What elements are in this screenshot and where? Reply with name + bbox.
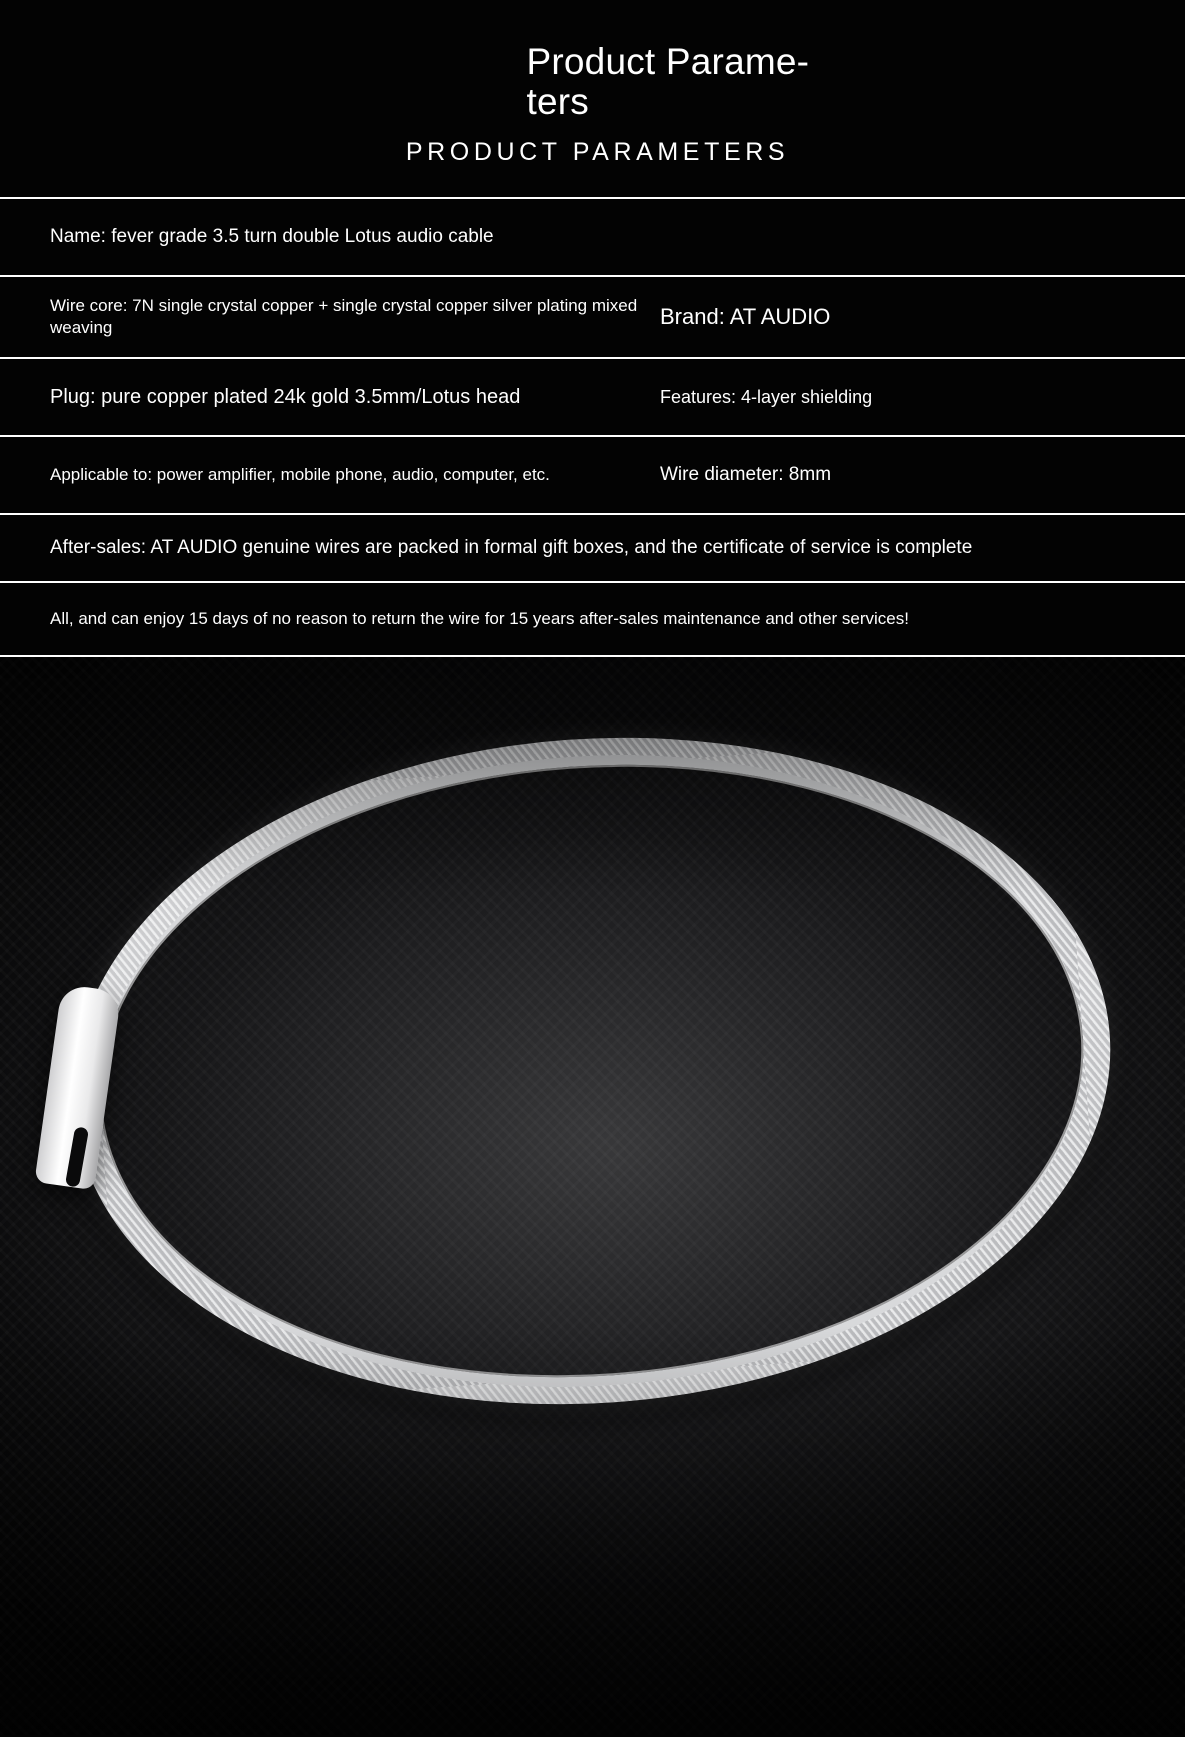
spec-plug-value: Plug: pure copper plated 24k gold 3.5mm/Lotus head — [50, 385, 521, 408]
table-row — [0, 515, 1185, 583]
spec-return-policy-value: All, and can enjoy 15 days of no reason to return the wire for 15 years after-sales maintenance and other services! — [50, 609, 909, 628]
spec-wire-core-value: Wire core: 7N single crystal copper + single crystal copper silver plating mixed weaving — [50, 296, 638, 337]
spec-name-value: Name: fever grade 3.5 turn double Lotus audio cable — [50, 226, 494, 247]
spec-brand-value: Brand: AT AUDIO — [660, 304, 831, 329]
spec-features-value: Features: 4-layer shielding — [660, 386, 873, 407]
spec-table — [0, 197, 1185, 657]
table-row — [0, 199, 1185, 277]
table-row — [0, 437, 1185, 515]
table-row — [0, 359, 1185, 437]
photo-vignette — [0, 657, 1185, 1735]
spec-applicable-value: Applicable to: power amplifier, mobile phone, audio, computer, etc. — [50, 465, 550, 484]
table-row — [0, 583, 1185, 655]
page-title: Product Parame- ters — [526, 41, 810, 122]
spec-after-sales-value: After-sales: AT AUDIO genuine wires are packed in formal gift boxes, and the certificate of service is complete — [50, 537, 973, 558]
spec-wire-diameter-value: Wire diameter: 8mm — [660, 464, 832, 485]
page-header — [0, 0, 1185, 167]
table-row — [0, 277, 1185, 359]
product-photo — [0, 657, 1185, 1735]
page-subtitle: PRODUCT PARAMETERS — [405, 138, 790, 166]
